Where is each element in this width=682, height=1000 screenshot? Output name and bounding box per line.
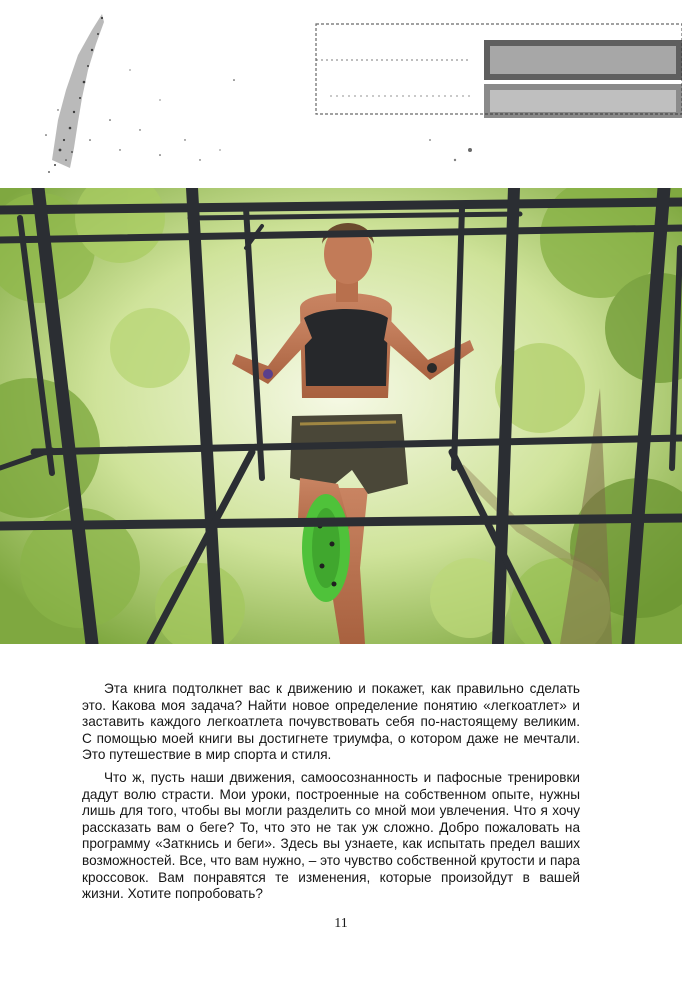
- decorative-grunge-header: [0, 0, 682, 188]
- grunge-left-scratch: [45, 14, 235, 173]
- grunge-right-block: [316, 24, 682, 161]
- paragraph-invitation: Что ж, пусть наши движения, самоосознанность и пафосные тренировки дадут волю страсти. Мои уроки, построенные на собственном опыте, нужны лишь для того, чтобы вы могли разделить со мной мои увлечения. Что я хочу рассказать вам о беге? То, что это не так уж сложно. Добро пожаловать на программу «Заткнись и беги». Здесь вы узнаете, как испытать предел ваших возможностей. Все, что вам нужно, – это чувство собственной крутости и пара кроссовок. Вам понравятся те изменения, которые произойдут в вашей жизни. Хотите попробовать?: [82, 769, 580, 902]
- paragraph-intro: Эта книга подтолкнет вас к движению и покажет, как правильно сделать это. Какова моя задача? Найти новое определение понятию «легкоатлет» и заставить каждого легкоатлета почувствовать себя по-настоящему великим. С помощью моей книги вы достигнете триумфа, о котором даже не мечтали. Это путешествие в мир спорта и стиля.: [82, 681, 580, 763]
- body-text: [82, 681, 580, 909]
- page-number: 11: [334, 916, 348, 931]
- athlete-climbing-photo: [0, 188, 682, 644]
- grunge-texture: [0, 0, 682, 188]
- photo-illustration: [0, 188, 682, 644]
